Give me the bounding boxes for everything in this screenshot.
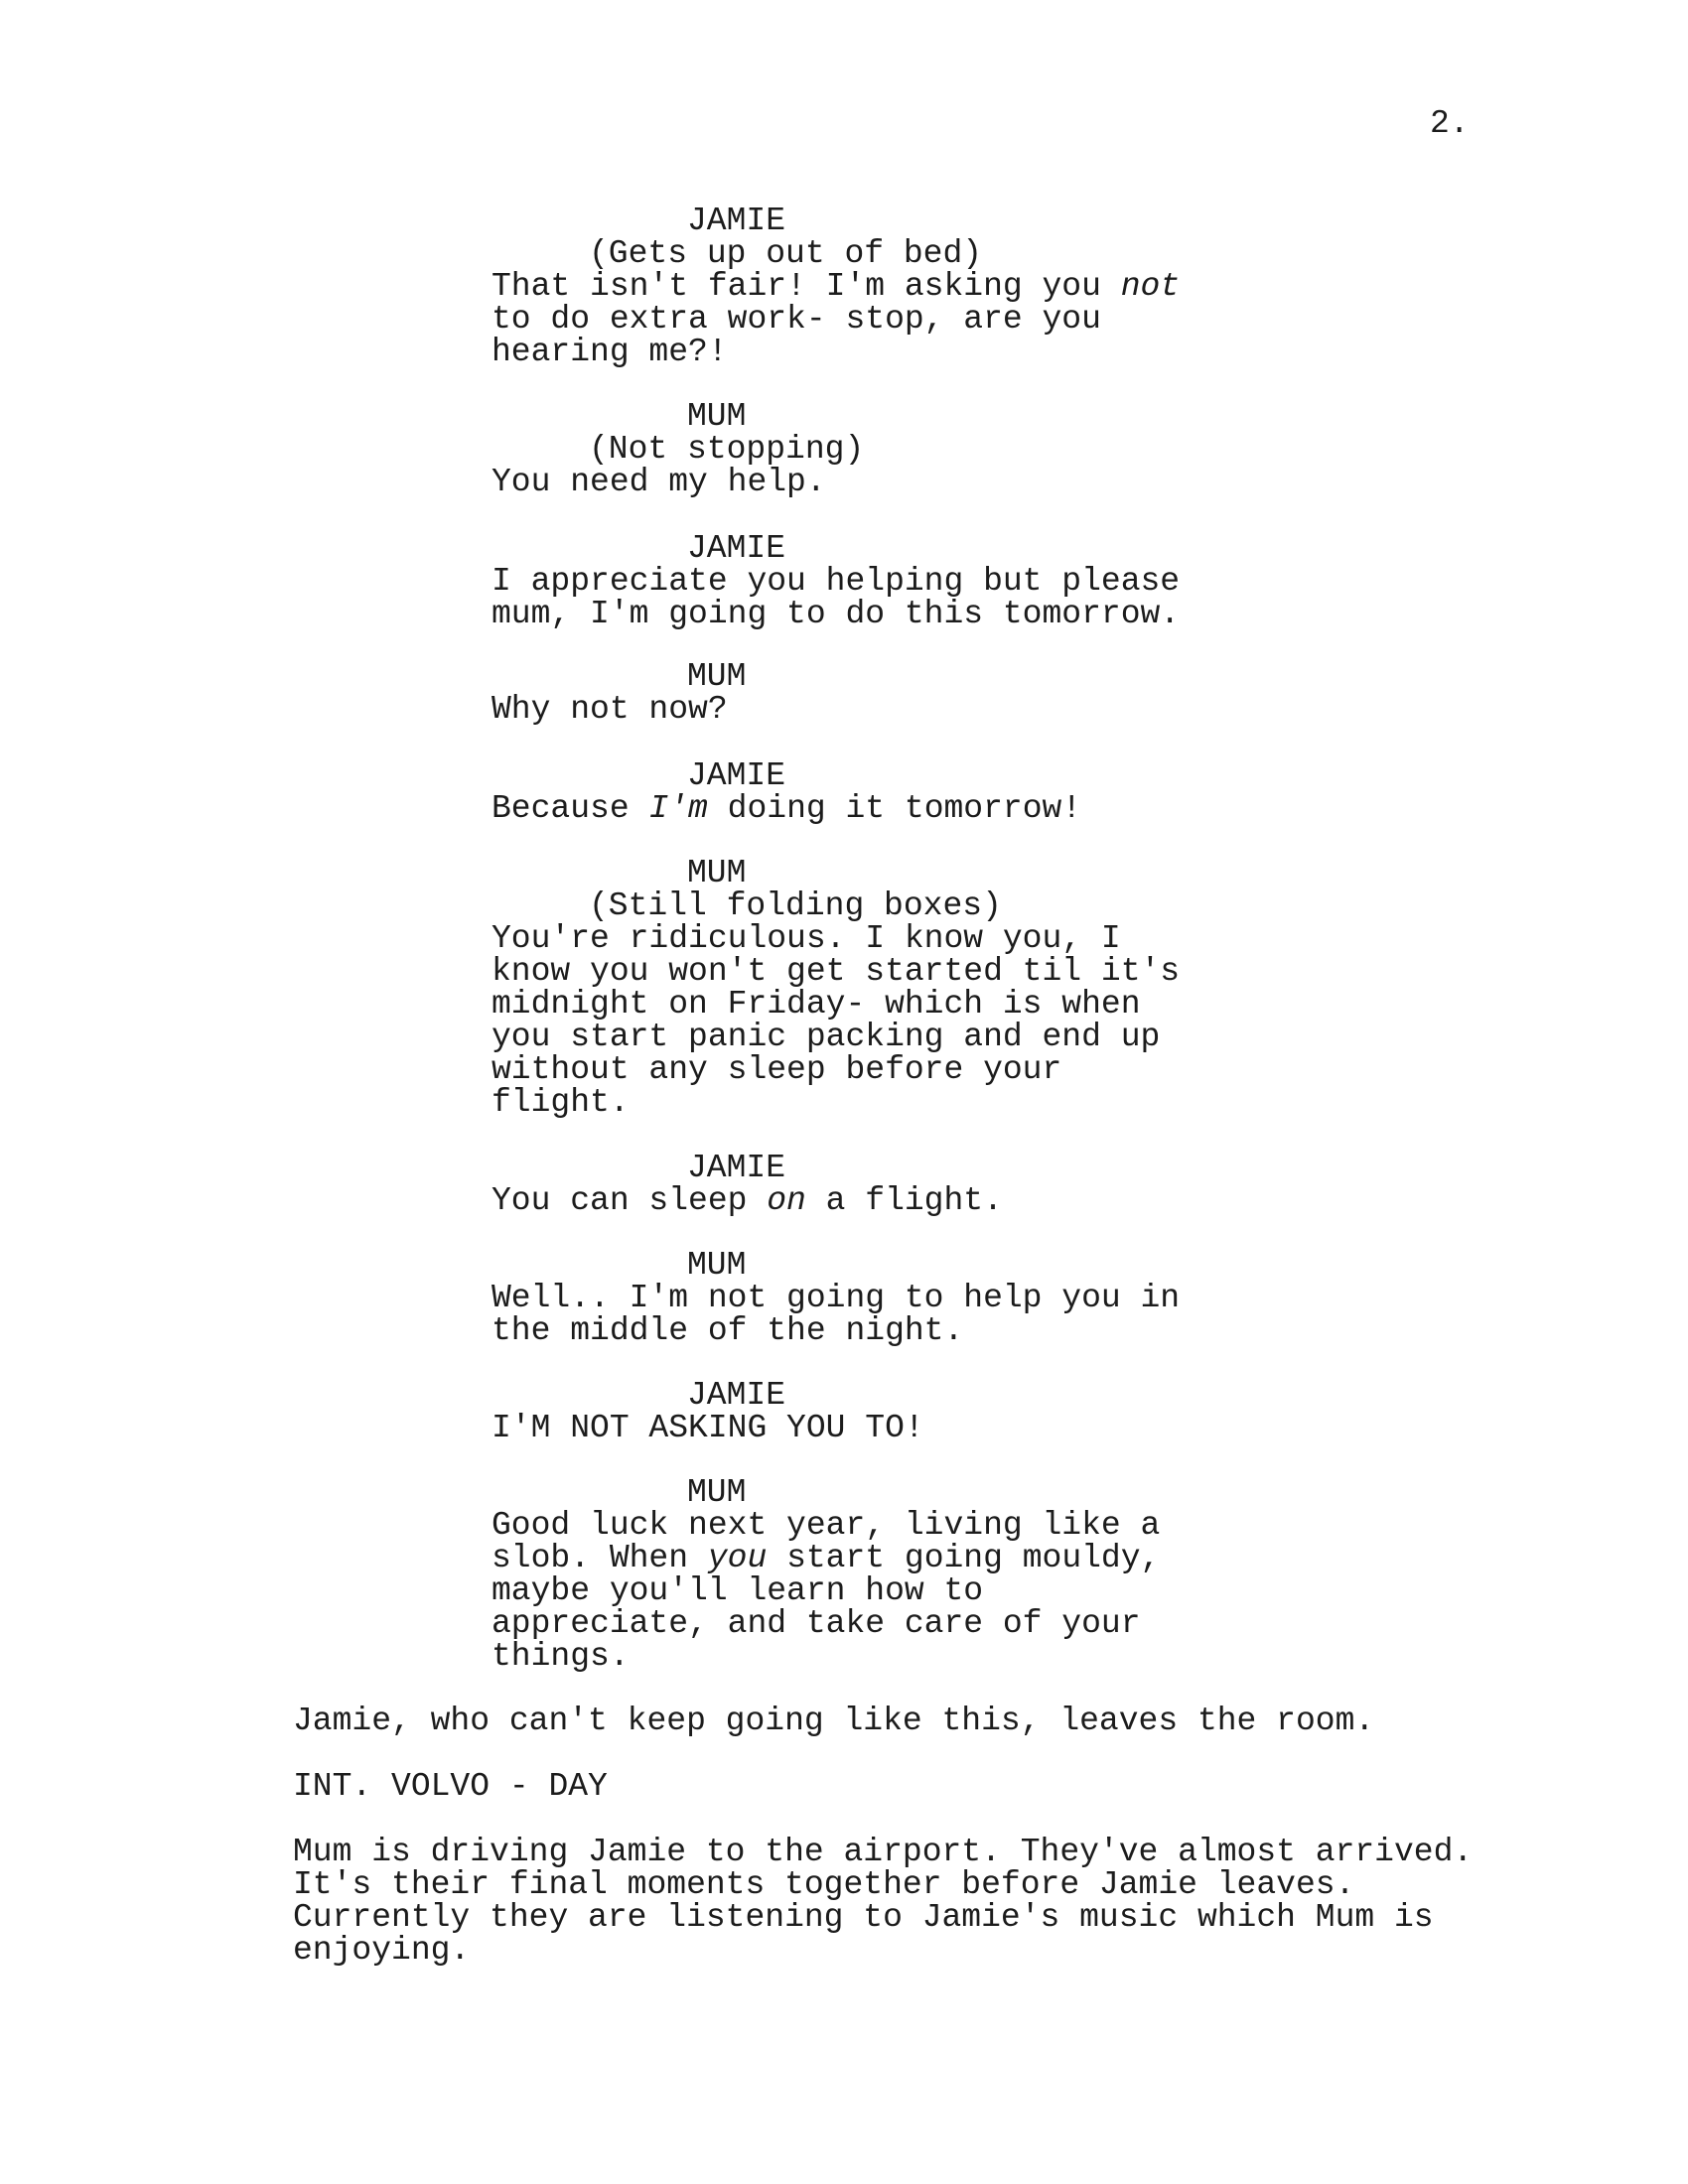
dialogue-line: maybe you'll learn how to xyxy=(492,1572,984,1609)
dialogue-line: hearing me?! xyxy=(492,334,728,370)
scene-heading: INT. VOLVO - DAY xyxy=(293,1768,608,1805)
dialogue-line: things. xyxy=(492,1638,630,1675)
dialogue-line: Well.. I'm not going to help you in xyxy=(492,1280,1181,1316)
action-line: It's their final moments together before Jamie leaves. xyxy=(293,1866,1355,1903)
parenthetical: (Still folding boxes) xyxy=(589,887,1002,924)
parenthetical: (Gets up out of bed) xyxy=(589,235,983,272)
dialogue-line: mum, I'm going to do this tomorrow. xyxy=(492,596,1181,632)
action-line: Jamie, who can't keep going like this, leaves the room. xyxy=(293,1703,1375,1739)
dialogue-line: you start panic packing and end up xyxy=(492,1019,1161,1055)
parenthetical: (Not stopping) xyxy=(589,431,865,468)
page-number: 2. xyxy=(1430,105,1470,142)
dialogue-line: flight. xyxy=(492,1084,630,1121)
character-name: JAMIE xyxy=(687,1377,786,1414)
dialogue-line: midnight on Friday- which is when xyxy=(492,986,1141,1023)
dialogue-line: You can sleep on a flight. xyxy=(492,1182,1003,1219)
dialogue-line: know you won't get started til it's xyxy=(492,953,1181,990)
dialogue-line: the middle of the night. xyxy=(492,1312,964,1349)
character-name: MUM xyxy=(687,1247,747,1284)
dialogue-line: I'M NOT ASKING YOU TO! xyxy=(492,1410,924,1446)
character-name: MUM xyxy=(687,658,747,695)
character-name: MUM xyxy=(687,855,747,891)
character-name: MUM xyxy=(687,398,747,435)
character-name: JAMIE xyxy=(687,203,786,239)
character-name: JAMIE xyxy=(687,1150,786,1186)
dialogue-line: I appreciate you helping but please xyxy=(492,563,1181,600)
dialogue-line: You need my help. xyxy=(492,464,826,500)
dialogue-line: without any sleep before your xyxy=(492,1051,1062,1088)
dialogue-line: appreciate, and take care of your xyxy=(492,1605,1141,1642)
dialogue-line: to do extra work- stop, are you xyxy=(492,301,1101,338)
action-line: enjoying. xyxy=(293,1932,471,1969)
dialogue-line: Good luck next year, living like a xyxy=(492,1507,1161,1544)
dialogue-line: Because I'm doing it tomorrow! xyxy=(492,790,1082,827)
action-line: Currently they are listening to Jamie's music which Mum is xyxy=(293,1899,1434,1936)
character-name: JAMIE xyxy=(687,530,786,567)
dialogue-line: slob. When you start going mouldy, xyxy=(492,1540,1161,1576)
dialogue-line: Why not now? xyxy=(492,691,728,728)
character-name: MUM xyxy=(687,1474,747,1511)
character-name: JAMIE xyxy=(687,757,786,794)
dialogue-line: That isn't fair! I'm asking you not xyxy=(492,268,1181,305)
dialogue-line: You're ridiculous. I know you, I xyxy=(492,920,1121,957)
action-line: Mum is driving Jamie to the airport. They've almost arrived. xyxy=(293,1834,1474,1870)
